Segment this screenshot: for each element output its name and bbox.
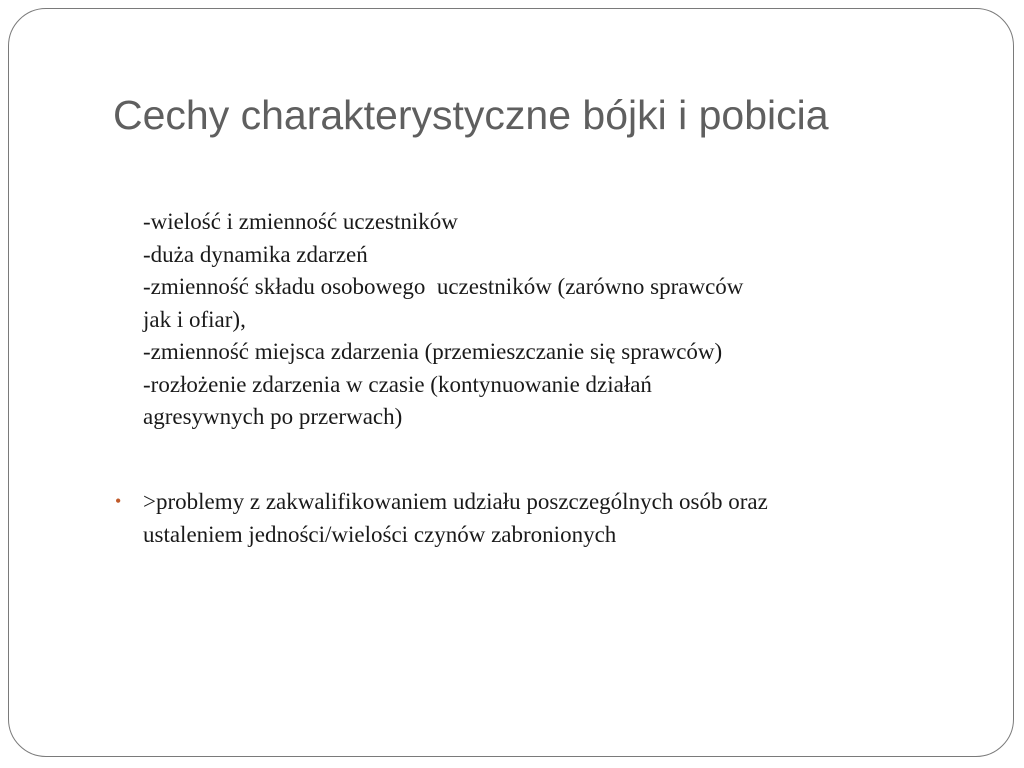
bullet-line: >problemy z zakwalifikowaniem udziału poszczególnych osób oraz: [143, 489, 768, 514]
body-line: -duża dynamika zdarzeń: [143, 241, 368, 267]
bullet-line: ustaleniem jedności/wielości czynów zabronionych: [143, 522, 617, 547]
body-line: jak i ofiar),: [143, 306, 246, 332]
body-line: -zmienność składu osobowego uczestników (zarówno sprawców: [143, 274, 744, 299]
body-line: -zmienność miejsca zdarzenia (przemieszczanie się sprawców): [143, 339, 723, 364]
slide-body: [143, 206, 973, 434]
slide-title: Cechy charakterystyczne bójki i pobicia: [113, 92, 829, 138]
body-line: agresywnych po przerwach): [143, 404, 403, 429]
body-line: -rozłożenie zdarzenia w czasie (kontynuowanie działań: [143, 371, 652, 397]
bullet-item: [115, 485, 983, 551]
bullet-icon: •: [115, 491, 122, 511]
body-line: -wielość i zmienność uczestników: [143, 209, 458, 234]
